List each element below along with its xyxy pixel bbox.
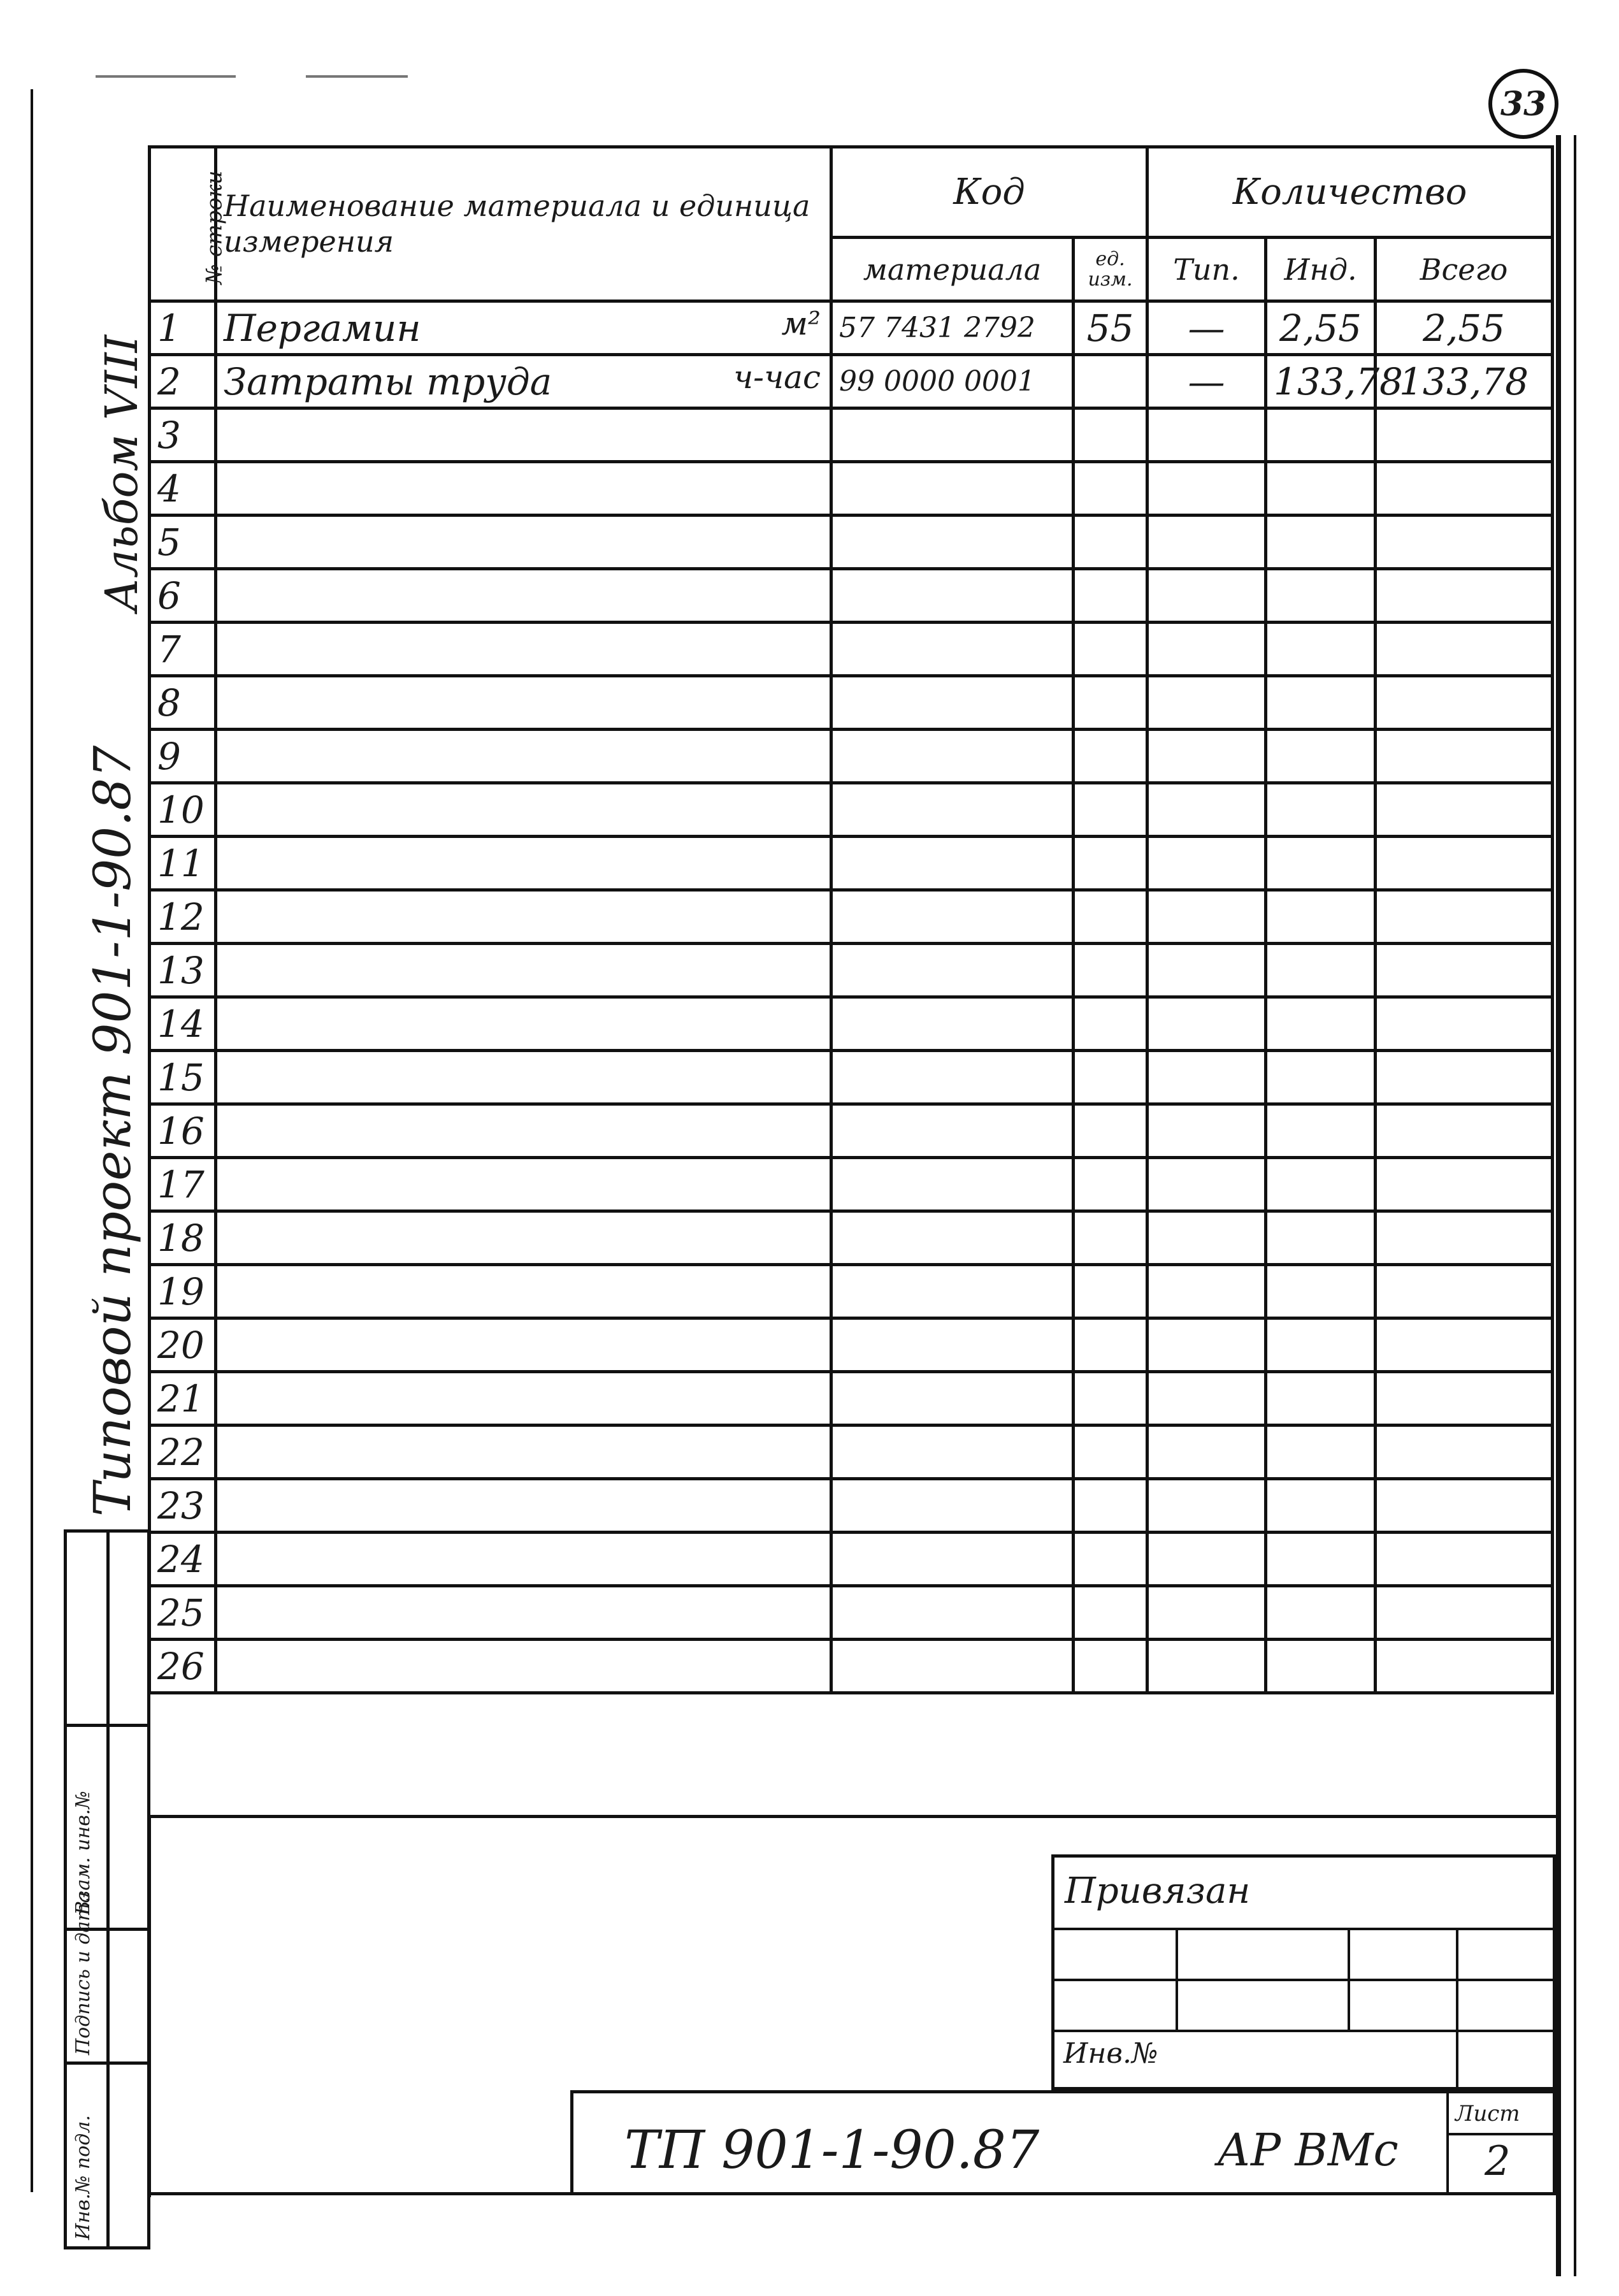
quantity-total-cell xyxy=(1376,944,1553,997)
header-typical: Тип. xyxy=(1148,238,1266,301)
unit-code-cell xyxy=(1074,1104,1148,1158)
material-name-cell xyxy=(216,944,831,997)
quantity-total-cell xyxy=(1376,462,1553,516)
table-row xyxy=(150,1479,1553,1533)
quantity-individual-cell xyxy=(1266,516,1376,569)
row-number-cell: 2 xyxy=(150,355,216,408)
table-row xyxy=(150,1265,1553,1318)
quantity-typical-cell xyxy=(1148,997,1266,1051)
quantity-total-cell xyxy=(1376,1479,1553,1533)
project-designation: ТП 901-1-90.87 xyxy=(624,2120,1040,2181)
stamp-row-line-3 xyxy=(67,2061,147,2065)
quantity-individual-cell xyxy=(1266,1265,1376,1318)
table-row xyxy=(150,1426,1553,1479)
header-material-code: материала xyxy=(831,238,1074,301)
quantity-individual-cell xyxy=(1266,730,1376,783)
quantity-individual-cell xyxy=(1266,783,1376,837)
album-label: Альбом VIII xyxy=(96,335,148,612)
quantity-individual-cell xyxy=(1266,890,1376,944)
unit-code-cell xyxy=(1074,516,1148,569)
lower-frame-left xyxy=(148,1815,151,2197)
quantity-typical-cell xyxy=(1148,408,1266,462)
row-number-cell: 7 xyxy=(150,623,216,676)
unit-code-cell xyxy=(1074,355,1148,408)
attached-col-line-2 xyxy=(1348,1928,1350,2030)
quantity-typical-cell xyxy=(1148,1051,1266,1104)
row-number-cell: 12 xyxy=(150,890,216,944)
quantity-total-cell xyxy=(1376,1533,1553,1586)
frame-top-left-mark xyxy=(96,75,236,78)
row-number-cell: 20 xyxy=(150,1318,216,1372)
table-row xyxy=(150,997,1553,1051)
table-row xyxy=(150,355,1553,408)
quantity-individual-cell xyxy=(1266,569,1376,623)
row-number-cell: 24 xyxy=(150,1533,216,1586)
quantity-total-cell xyxy=(1376,1158,1553,1211)
table-row xyxy=(150,676,1553,730)
unit-code-cell xyxy=(1074,1158,1148,1211)
unit-code-cell xyxy=(1074,837,1148,890)
material-code-cell xyxy=(831,890,1074,944)
quantity-typical-cell xyxy=(1148,1104,1266,1158)
frame-right-outer xyxy=(1574,135,1576,2276)
quantity-individual-cell xyxy=(1266,1211,1376,1265)
material-name-cell xyxy=(216,1158,831,1211)
quantity-total-cell xyxy=(1376,1372,1553,1426)
quantity-typical-cell: — xyxy=(1148,301,1266,355)
table-row xyxy=(150,1211,1553,1265)
quantity-typical-cell xyxy=(1148,837,1266,890)
unit-code-cell xyxy=(1074,408,1148,462)
row-number-cell: 3 xyxy=(150,408,216,462)
quantity-typical-cell xyxy=(1148,623,1266,676)
quantity-individual-cell xyxy=(1266,1640,1376,1693)
material-name-cell xyxy=(216,783,831,837)
unit-code-cell xyxy=(1074,1586,1148,1640)
quantity-typical-cell xyxy=(1148,890,1266,944)
material-name-cell xyxy=(216,355,831,408)
material-code-cell xyxy=(831,1533,1074,1586)
quantity-total-cell xyxy=(1376,569,1553,623)
unit-code-cell xyxy=(1074,623,1148,676)
material-code-cell xyxy=(831,1640,1074,1693)
attached-col-line-3 xyxy=(1456,1928,1458,2093)
quantity-individual-cell xyxy=(1266,676,1376,730)
row-number-cell: 4 xyxy=(150,462,216,516)
quantity-total-cell xyxy=(1376,1640,1553,1693)
stamp-signature-date: Подпись и дата xyxy=(72,1891,94,2055)
attached-label: Привязан xyxy=(1065,1870,1251,1912)
material-unit: м² xyxy=(781,305,821,342)
quantity-individual-cell xyxy=(1266,1158,1376,1211)
page-number: 33 xyxy=(1488,69,1558,139)
quantity-total-cell xyxy=(1376,783,1553,837)
header-row-number: № строки xyxy=(150,147,216,301)
quantity-total-cell xyxy=(1376,837,1553,890)
attached-row-line-1 xyxy=(1054,1928,1559,1930)
stamp-inv-replace: Взам. инв.№ xyxy=(72,1791,94,1915)
quantity-total-cell xyxy=(1376,997,1553,1051)
unit-code-cell xyxy=(1074,1426,1148,1479)
row-number-cell: 13 xyxy=(150,944,216,997)
attached-col-line-1 xyxy=(1176,1928,1178,2030)
table-row xyxy=(150,1372,1553,1426)
quantity-total-cell xyxy=(1376,408,1553,462)
sheet-col-line xyxy=(1446,2093,1449,2195)
quantity-typical-cell xyxy=(1148,1265,1266,1318)
margin-stamp xyxy=(64,1529,150,2249)
quantity-typical-cell: — xyxy=(1148,355,1266,408)
material-unit: ч-час xyxy=(733,359,821,396)
material-name-cell xyxy=(216,1479,831,1533)
unit-code-cell xyxy=(1074,1533,1148,1586)
material-code-cell xyxy=(831,1211,1074,1265)
material-name: Затраты труда xyxy=(224,359,552,403)
material-code-cell xyxy=(831,1104,1074,1158)
table-row xyxy=(150,408,1553,462)
quantity-total-cell xyxy=(1376,623,1553,676)
quantity-total-cell xyxy=(1376,1051,1553,1104)
materials-table-body xyxy=(150,301,1553,1693)
unit-code-cell xyxy=(1074,569,1148,623)
quantity-individual-cell xyxy=(1266,997,1376,1051)
material-code-cell xyxy=(831,462,1074,516)
material-code-cell xyxy=(831,1158,1074,1211)
table-row xyxy=(150,516,1553,569)
row-number-cell: 11 xyxy=(150,837,216,890)
quantity-individual-cell xyxy=(1266,1051,1376,1104)
row-number-cell: 23 xyxy=(150,1479,216,1533)
attached-row-line-3 xyxy=(1054,2030,1559,2032)
quantity-individual-cell xyxy=(1266,1479,1376,1533)
quantity-total-cell xyxy=(1376,676,1553,730)
material-name-cell xyxy=(216,1211,831,1265)
header-quantity-group: Количество xyxy=(1148,147,1553,238)
material-name-cell xyxy=(216,1318,831,1372)
header-individual: Инд. xyxy=(1266,238,1376,301)
table-row xyxy=(150,890,1553,944)
table-row xyxy=(150,1640,1553,1693)
table-row xyxy=(150,623,1553,676)
row-number-cell: 18 xyxy=(150,1211,216,1265)
unit-code-cell xyxy=(1074,1211,1148,1265)
unit-code-cell xyxy=(1074,890,1148,944)
table-row xyxy=(150,1586,1553,1640)
material-code-cell xyxy=(831,1479,1074,1533)
unit-code-cell xyxy=(1074,1051,1148,1104)
header-material-name: Наименование материала и единица измерения xyxy=(216,147,831,301)
header-code-group: Код xyxy=(831,147,1148,238)
material-code-cell xyxy=(831,1265,1074,1318)
unit-code-cell xyxy=(1074,1640,1148,1693)
material-name-cell xyxy=(216,997,831,1051)
material-code-cell xyxy=(831,1426,1074,1479)
material-code-cell xyxy=(831,623,1074,676)
quantity-typical-cell xyxy=(1148,1318,1266,1372)
table-row xyxy=(150,730,1553,783)
quantity-typical-cell xyxy=(1148,944,1266,997)
header-unit-code: ед. изм. xyxy=(1074,238,1148,301)
quantity-typical-cell xyxy=(1148,1586,1266,1640)
table-row xyxy=(150,301,1553,355)
inv-no-label: Инв.№ xyxy=(1063,2037,1158,2070)
quantity-total-cell xyxy=(1376,890,1553,944)
quantity-typical-cell xyxy=(1148,783,1266,837)
unit-code-cell xyxy=(1074,1479,1148,1533)
material-code-cell xyxy=(831,408,1074,462)
table-row xyxy=(150,569,1553,623)
quantity-typical-cell xyxy=(1148,462,1266,516)
material-name-cell xyxy=(216,1533,831,1586)
material-code-cell xyxy=(831,1586,1074,1640)
quantity-total-cell xyxy=(1376,1104,1553,1158)
unit-code-cell xyxy=(1074,462,1148,516)
table-row xyxy=(150,462,1553,516)
lower-frame-top xyxy=(148,1815,1556,1818)
quantity-typical-cell xyxy=(1148,1640,1266,1693)
row-number-cell: 6 xyxy=(150,569,216,623)
stamp-divider xyxy=(106,1533,110,2246)
quantity-total-cell: 2,55 xyxy=(1376,301,1553,355)
designation-block xyxy=(570,2090,1556,2195)
frame-top-left-mark-2 xyxy=(306,75,408,78)
material-name-cell xyxy=(216,408,831,462)
material-name-cell xyxy=(216,1426,831,1479)
unit-code-cell xyxy=(1074,1372,1148,1426)
row-number-cell: 14 xyxy=(150,997,216,1051)
table-row xyxy=(150,944,1553,997)
unit-code-cell xyxy=(1074,783,1148,837)
quantity-typical-cell xyxy=(1148,516,1266,569)
quantity-typical-cell xyxy=(1148,676,1266,730)
table-row xyxy=(150,1533,1553,1586)
quantity-individual-cell xyxy=(1266,462,1376,516)
unit-code-cell xyxy=(1074,997,1148,1051)
unit-code-cell xyxy=(1074,1318,1148,1372)
material-name-cell xyxy=(216,1372,831,1426)
material-code-cell xyxy=(831,569,1074,623)
material-name-cell xyxy=(216,1104,831,1158)
material-name-cell xyxy=(216,516,831,569)
sheet-row-line xyxy=(1446,2133,1556,2135)
quantity-individual-cell xyxy=(1266,837,1376,890)
material-name-cell xyxy=(216,676,831,730)
quantity-total-cell xyxy=(1376,516,1553,569)
unit-code-cell: 55 xyxy=(1074,301,1148,355)
material-name-cell xyxy=(216,1586,831,1640)
quantity-typical-cell xyxy=(1148,1479,1266,1533)
row-number-cell: 8 xyxy=(150,676,216,730)
material-name-cell xyxy=(216,1265,831,1318)
quantity-typical-cell xyxy=(1148,569,1266,623)
material-name-cell xyxy=(216,301,831,355)
quantity-typical-cell xyxy=(1148,730,1266,783)
table-row xyxy=(150,1104,1553,1158)
table-row xyxy=(150,783,1553,837)
material-code-cell xyxy=(831,516,1074,569)
quantity-individual-cell xyxy=(1266,944,1376,997)
quantity-typical-cell xyxy=(1148,1426,1266,1479)
sheet-label: Лист xyxy=(1455,2101,1520,2126)
attached-block xyxy=(1051,1854,1556,2090)
table-row xyxy=(150,1318,1553,1372)
attached-row-line-2 xyxy=(1054,1979,1559,1981)
quantity-total-cell xyxy=(1376,730,1553,783)
header-total: Всего xyxy=(1376,238,1553,301)
unit-code-cell xyxy=(1074,676,1148,730)
quantity-individual-cell xyxy=(1266,1104,1376,1158)
quantity-individual-cell: 133,78 xyxy=(1266,355,1376,408)
material-code-cell xyxy=(831,1051,1074,1104)
material-name-cell xyxy=(216,462,831,516)
sheet-number: 2 xyxy=(1485,2138,1511,2185)
quantity-individual-cell xyxy=(1266,1426,1376,1479)
material-name-cell xyxy=(216,837,831,890)
quantity-total-cell xyxy=(1376,1318,1553,1372)
materials-table xyxy=(148,145,1554,1694)
row-number-cell: 9 xyxy=(150,730,216,783)
quantity-individual-cell xyxy=(1266,623,1376,676)
quantity-individual-cell xyxy=(1266,408,1376,462)
material-name-cell xyxy=(216,569,831,623)
quantity-typical-cell xyxy=(1148,1158,1266,1211)
material-name-cell xyxy=(216,1640,831,1693)
unit-code-cell xyxy=(1074,944,1148,997)
material-code-cell xyxy=(831,783,1074,837)
material-code-cell xyxy=(831,1318,1074,1372)
quantity-total-cell: 133,78 xyxy=(1376,355,1553,408)
row-number-cell: 1 xyxy=(150,301,216,355)
row-number-cell: 22 xyxy=(150,1426,216,1479)
quantity-individual-cell xyxy=(1266,1533,1376,1586)
quantity-individual-cell xyxy=(1266,1372,1376,1426)
quantity-individual-cell xyxy=(1266,1586,1376,1640)
row-number-cell: 10 xyxy=(150,783,216,837)
table-row xyxy=(150,1051,1553,1104)
table-row xyxy=(150,837,1553,890)
project-label: Типовой проект 901-1-90.87 xyxy=(83,745,142,1517)
unit-code-cell xyxy=(1074,730,1148,783)
quantity-individual-cell xyxy=(1266,1318,1376,1372)
material-name-cell xyxy=(216,1051,831,1104)
material-code-cell xyxy=(831,837,1074,890)
row-number-cell: 21 xyxy=(150,1372,216,1426)
frame-left-edge xyxy=(31,89,33,2192)
material-code-cell xyxy=(831,997,1074,1051)
material-name-cell xyxy=(216,890,831,944)
quantity-total-cell xyxy=(1376,1586,1553,1640)
stamp-inv-original: Инв.№ подл. xyxy=(72,2115,94,2240)
section-code: АР ВМс xyxy=(1217,2124,1399,2176)
table-row xyxy=(150,1158,1553,1211)
row-number-cell: 5 xyxy=(150,516,216,569)
material-code-cell: 99 0000 0001 xyxy=(831,355,1074,408)
quantity-typical-cell xyxy=(1148,1372,1266,1426)
material-code-cell xyxy=(831,676,1074,730)
material-name-cell xyxy=(216,623,831,676)
material-code-cell xyxy=(831,944,1074,997)
row-number-cell: 25 xyxy=(150,1586,216,1640)
row-number-cell: 17 xyxy=(150,1158,216,1211)
material-name: Пергамин xyxy=(224,306,421,350)
unit-code-cell xyxy=(1074,1265,1148,1318)
quantity-total-cell xyxy=(1376,1265,1553,1318)
row-number-cell: 26 xyxy=(150,1640,216,1693)
quantity-total-cell xyxy=(1376,1426,1553,1479)
material-name-cell xyxy=(216,730,831,783)
material-code-cell: 57 7431 2792 xyxy=(831,301,1074,355)
material-code-cell xyxy=(831,1372,1074,1426)
quantity-typical-cell xyxy=(1148,1533,1266,1586)
row-number-cell: 19 xyxy=(150,1265,216,1318)
quantity-total-cell xyxy=(1376,1211,1553,1265)
quantity-individual-cell: 2,55 xyxy=(1266,301,1376,355)
material-code-cell xyxy=(831,730,1074,783)
stamp-row-line-1 xyxy=(67,1724,147,1727)
frame-right-border xyxy=(1556,135,1561,2276)
row-number-cell: 16 xyxy=(150,1104,216,1158)
quantity-typical-cell xyxy=(1148,1211,1266,1265)
row-number-cell: 15 xyxy=(150,1051,216,1104)
